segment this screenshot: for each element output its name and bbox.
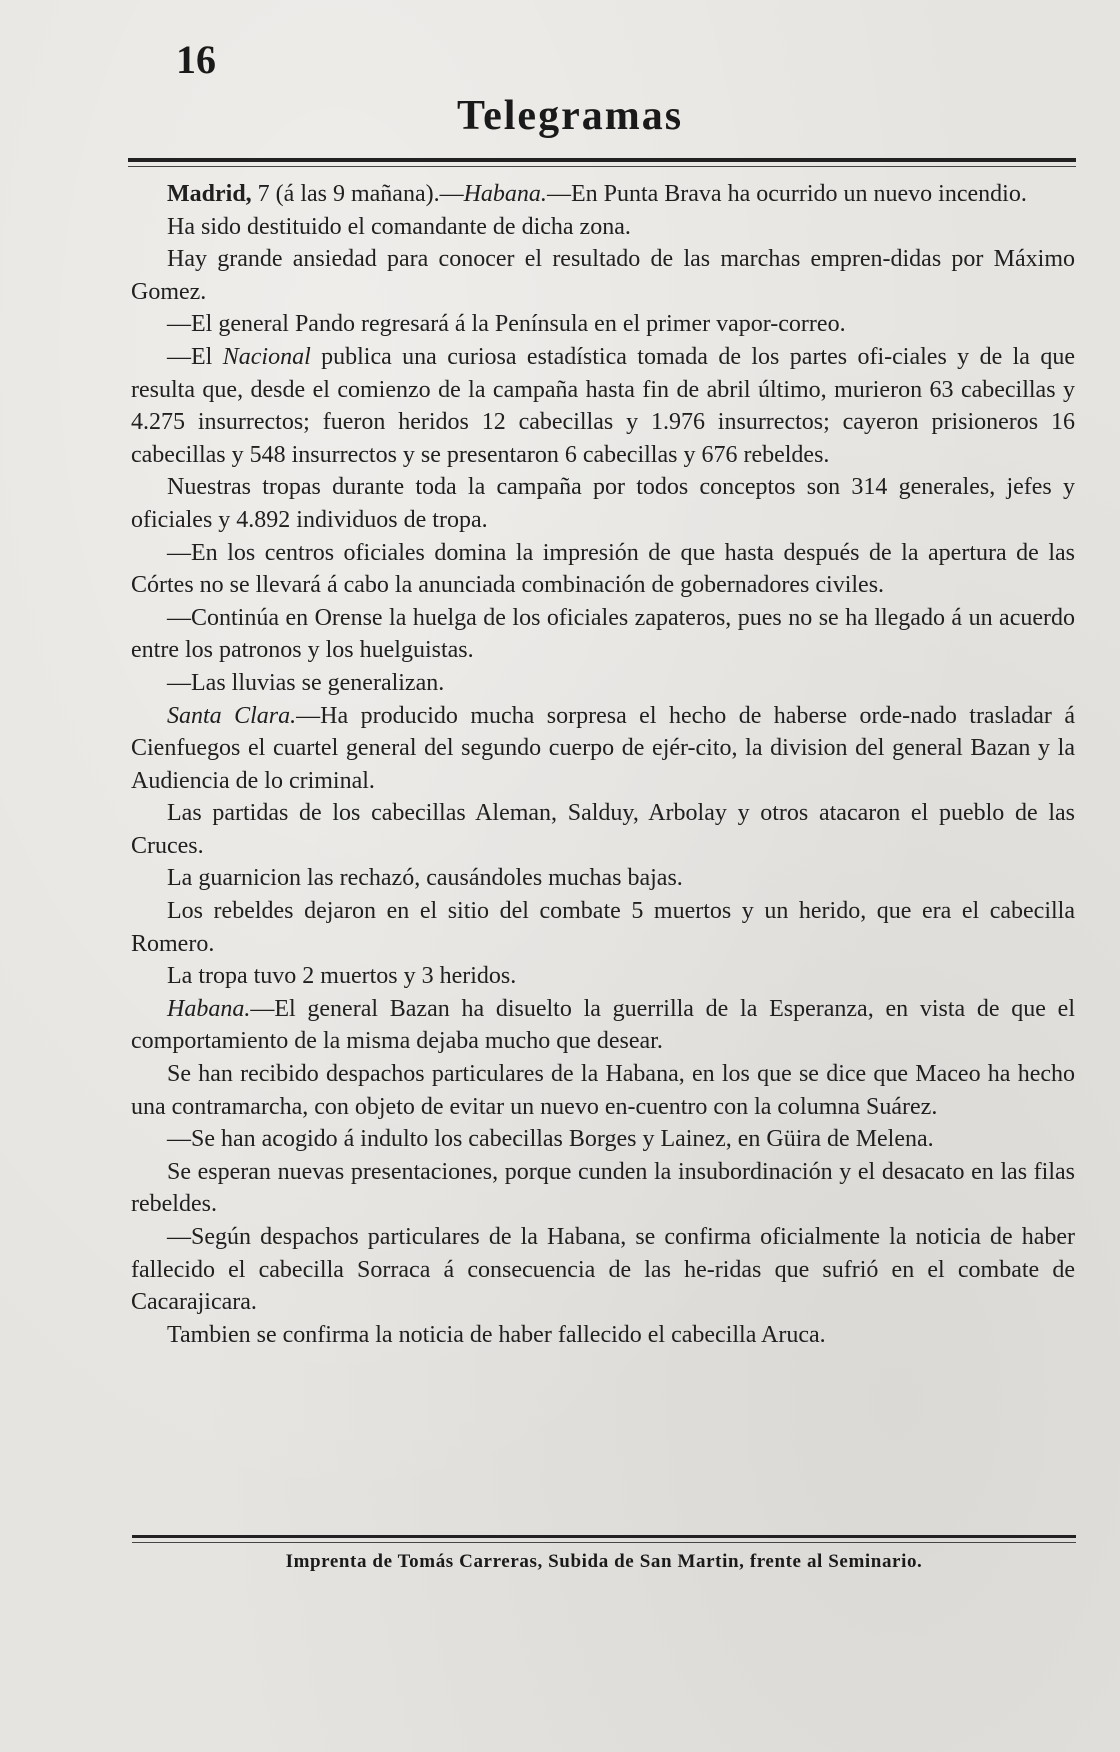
paragraph bbox=[131, 993, 1075, 1058]
paragraph: Hay grande ansiedad para conocer el resultado de las marchas empren-didas por Máximo Gomez. bbox=[131, 246, 1075, 305]
paragraph: —Las lluvias se generalizan. bbox=[167, 669, 445, 696]
paragraph: Las partidas de los cabecillas Aleman, Salduy, Arbolay y otros atacaron el pueblo de las Cruces. bbox=[131, 800, 1075, 859]
top-rule-thick bbox=[128, 158, 1076, 162]
place-name: Habana. bbox=[167, 995, 251, 1022]
paragraph bbox=[131, 341, 1075, 471]
paragraph bbox=[131, 700, 1075, 798]
paragraph: —Se han acogido á indulto los cabecillas Borges y Lainez, en Güira de Melena. bbox=[167, 1126, 934, 1153]
paragraph-text: —Ha producido mucha sorpresa el hecho de haberse orde-nado trasladar á Cienfuegos el cuartel general del segundo cuerpo de ejér-cito, la division del general Bazan y la Audiencia de lo criminal. bbox=[131, 702, 1075, 794]
newspaper-name: Nacional bbox=[222, 343, 311, 370]
paragraph: —El general Pando regresará á la Península en el primer vapor-correo. bbox=[167, 311, 846, 338]
paragraph: Ha sido destituido el comandante de dicha zona. bbox=[167, 213, 631, 240]
paragraph: —En los centros oficiales domina la impresión de que hasta después de la apertura de las Córtes no se llevará á cabo la anunciada combinación de gobernadores civiles. bbox=[131, 539, 1075, 599]
paragraph: Se esperan nuevas presentaciones, porque cunden la insubordinación y el desacato en las filas rebeldes. bbox=[131, 1158, 1075, 1218]
paragraph: Tambien se confirma la noticia de haber fallecido el cabecilla Aruca. bbox=[167, 1321, 826, 1348]
bottom-rule-thin bbox=[132, 1542, 1076, 1543]
bottom-rule-thick bbox=[132, 1535, 1076, 1538]
page-title: Telegramas bbox=[456, 93, 684, 139]
paragraph: —Continúa en Orense la huelga de los oficiales zapateros, pues no se ha llegado á un acuerdo entre los patronos y los huelguistas. bbox=[131, 604, 1075, 664]
place-name: Santa Clara. bbox=[167, 702, 297, 729]
paragraph: —Según despachos particulares de la Habana, se confirma oficialmente la noticia de haber fallecido el cabecilla Sorraca á consecuencia de las he-ridas que sufrió en el combate de Cacarajicara. bbox=[131, 1224, 1075, 1316]
paragraph: La tropa tuvo 2 muertos y 3 heridos. bbox=[167, 963, 517, 990]
paragraph-text: —En Punta Brava ha ocurrido un nuevo incendio. bbox=[546, 181, 1027, 207]
paragraph-text: —El general Bazan ha disuelto la guerrilla de la Esperanza, en vista de que el comportamiento de la misma dejaba mucho que desear. bbox=[131, 995, 1075, 1055]
page-number: 16 bbox=[176, 37, 216, 82]
dateline: Madrid, bbox=[167, 181, 252, 207]
top-rule-thin bbox=[128, 166, 1076, 167]
place-name: Habana. bbox=[463, 181, 547, 207]
paragraph bbox=[131, 178, 1075, 211]
paragraph-text: —El bbox=[167, 343, 223, 370]
paragraph: Los rebeldes dejaron en el sitio del combate 5 muertos y un herido, que era el cabecilla Romero. bbox=[131, 898, 1075, 957]
imprint-footer: Imprenta de Tomás Carreras, Subida de San Martin, frente al Seminario. bbox=[285, 1551, 923, 1572]
paragraph: Nuestras tropas durante toda la campaña por todos conceptos son 314 generales, jefes y oficiales y 4.892 individuos de tropa. bbox=[131, 474, 1075, 533]
article-body bbox=[131, 178, 1075, 1351]
paragraph-text: 7 (á las 9 mañana).— bbox=[251, 181, 464, 207]
paragraph: Se han recibido despachos particulares de la Habana, en los que se dice que Maceo ha hecho una contramarcha, con objeto de evitar un nuevo en-cuentro con la columna Suárez. bbox=[131, 1061, 1075, 1120]
paragraph-text: publica una curiosa estadística tomada de los partes ofi-ciales y de la que resulta que, desde el comienzo de la campaña hasta fin de abril último, murieron 63 cabecillas y 4.275 insurrectos; fueron heridos 12 cabecillas y 1.976 insurrectos; cayeron prisioneros 16 cabecillas y 548 insurrectos y se presentaron 6 cabecillas y 676 rebeldes. bbox=[131, 343, 1076, 468]
paragraph: La guarnicion las rechazó, causándoles muchas bajas. bbox=[167, 865, 683, 892]
